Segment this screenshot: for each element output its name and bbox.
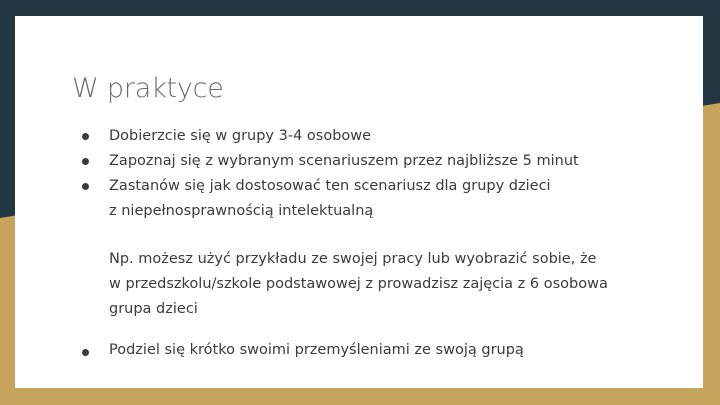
bullet-dot-icon [82,133,89,140]
bullet-dot-icon [82,183,89,190]
note-line: w przedszkolu/szkole podstawowej z prowadzisz zajęcia z 6 osobowa [109,276,608,292]
list-item-text: Dobierzcie się w grupy 3-4 osobowe [109,128,372,144]
note-line: grupa dzieci [109,301,198,317]
slide-card [15,16,703,388]
bullet-dot-icon [82,158,89,165]
list-item [72,149,579,174]
list-item [72,124,579,149]
example-note [109,247,608,322]
bullet-dot-icon [82,349,89,356]
slide-title: W praktyce [72,73,224,104]
list-item [72,338,524,363]
list-item-text: Podziel się krótko swoimi przemyśleniami ze swoją grupą [109,342,524,358]
list-item-text: Zapoznaj się z wybranym scenariuszem przez najbliższe 5 minut [109,153,579,169]
note-line: Np. możesz użyć przykładu ze swojej pracy lub wyobrazić sobie, że [109,251,597,267]
bullet-list [72,124,579,224]
list-item-text-continued: z niepełnosprawnością intelektualną [109,203,374,219]
list-item [72,174,579,224]
list-item-text: Zastanów się jak dostosować ten scenariusz dla grupy dzieci [109,178,551,194]
